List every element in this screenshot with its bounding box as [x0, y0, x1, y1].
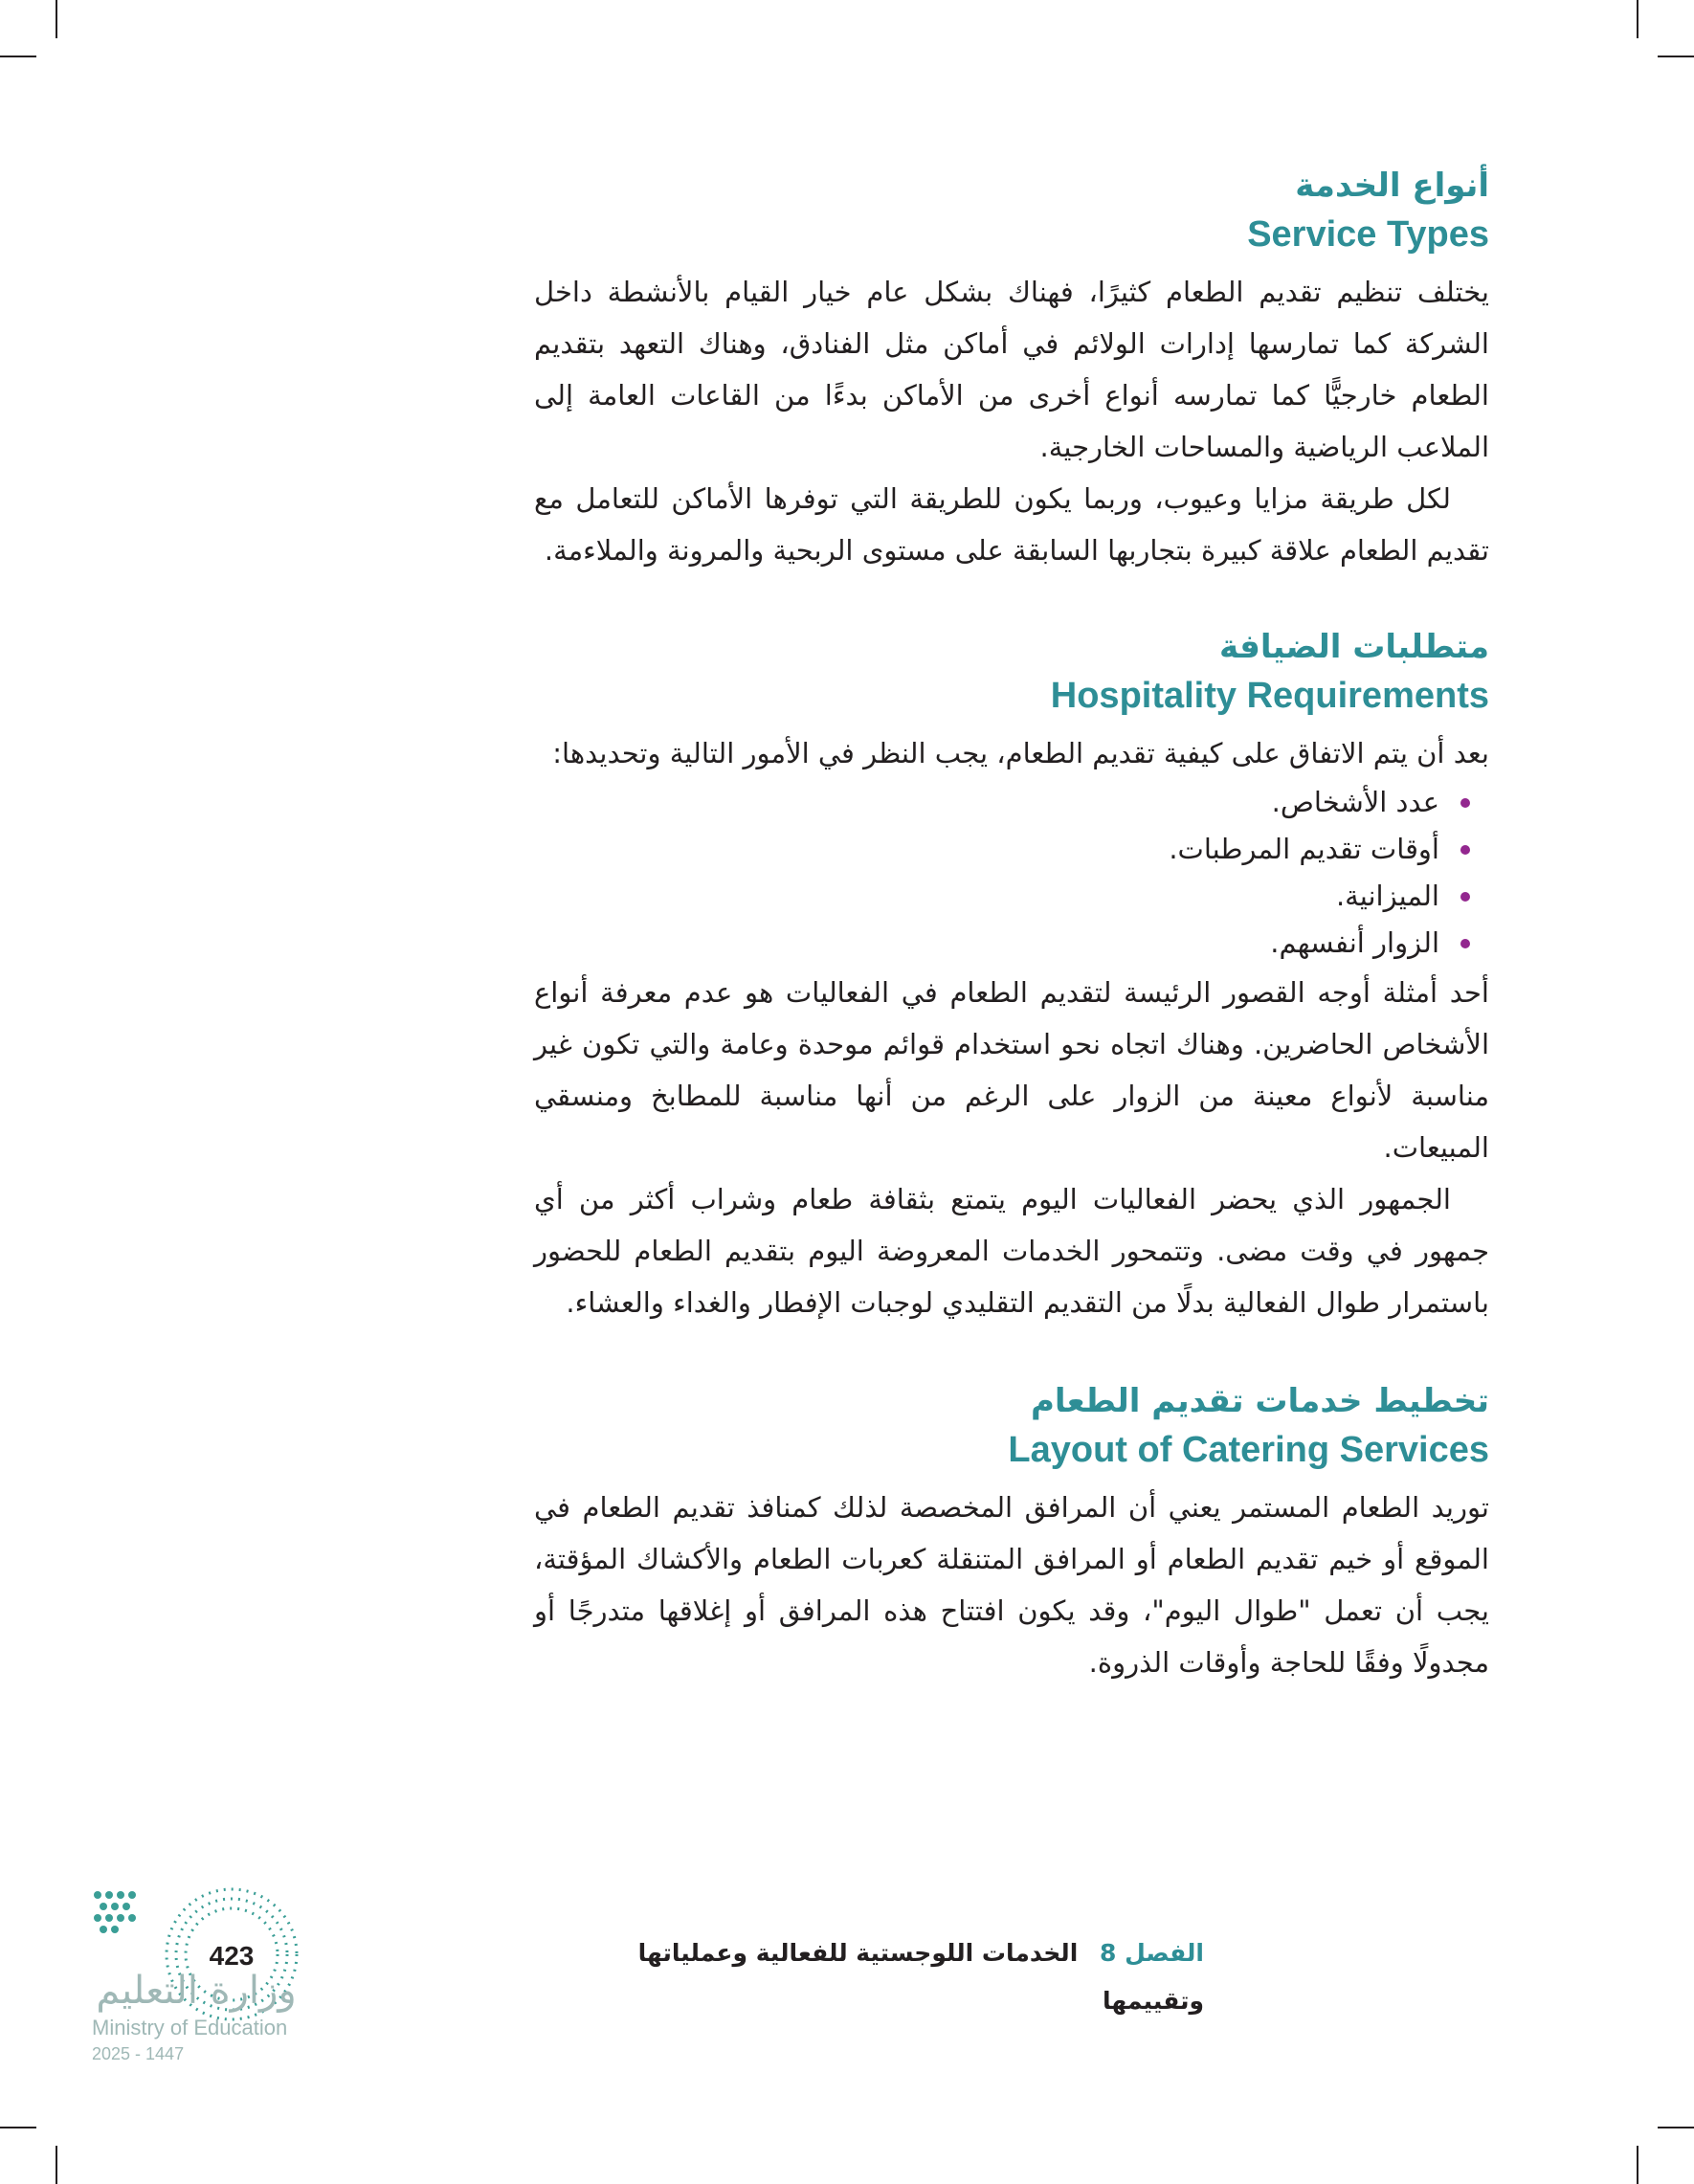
list-item: أوقات تقديم المرطبات. — [534, 826, 1470, 873]
paragraph: بعد أن يتم الاتفاق على كيفية تقديم الطعام، يجب النظر في الأمور التالية وتحديدها: — [552, 737, 1489, 769]
list-item: الزوار أنفسهم. — [534, 920, 1470, 967]
crop-mark — [1637, 2146, 1638, 2184]
page-number: 423 — [209, 1941, 255, 1971]
bullet-list — [534, 779, 1489, 967]
list-item: الميزانية. — [534, 873, 1470, 920]
crop-mark — [56, 2146, 57, 2184]
chapter-title: الخدمات اللوجستية للفعالية وعملياتها وتقييمها — [637, 1939, 1204, 2015]
paragraph: أحد أمثلة أوجه القصور الرئيسة لتقديم الطعام في الفعاليات هو عدم معرفة أنواع الأشخاص الحاضرين. وهناك اتجاه نحو استخدام قوائم موحدة وعامة والتي تكون غير مناسبة لأنواع معينة من الزوار على الرغم من أنها مناسبة للمطابخ ومنسقي المبيعات. — [534, 976, 1489, 1164]
section-title-ar: أنواع الخدمة — [1295, 167, 1489, 205]
bullet-icon — [1460, 845, 1470, 855]
crop-mark — [0, 2127, 36, 2128]
section-title-en: Service Types — [1247, 214, 1489, 255]
bullet-icon — [1460, 892, 1470, 902]
paragraph: لكل طريقة مزايا وعيوب، وربما يكون للطريقة التي توفرها الأماكن للتعامل مع تقديم الطعام علاقة كبيرة بتجاربها السابقة على مستوى الربحية والمرونة والملاءمة. — [534, 482, 1489, 567]
section-title-en: Layout of Catering Services — [1008, 1430, 1489, 1470]
paragraph: الجمهور الذي يحضر الفعاليات اليوم يتمتع بثقافة طعام وشراب أكثر من أي جمهور في وقت مضى. وتتمحور الخدمات المعروضة اليوم بتقديم الطعام للحضور باستمرار طوال الفعالية بدلًا من التقديم التقليدي لوجبات الإفطار والغداء والعشاء. — [534, 1183, 1489, 1319]
crop-mark — [1637, 0, 1638, 38]
crop-mark — [1658, 56, 1694, 57]
page-content — [534, 163, 1489, 1688]
bullet-icon — [1460, 798, 1470, 808]
page-footer — [534, 1929, 1204, 2015]
paragraph: يختلف تنظيم تقديم الطعام كثيرًا، فهناك بشكل عام خيار القيام بالأنشطة داخل الشركة كما تمارسها إدارات الولائم في أماكن مثل الفنادق، وهناك التعهد بتقديم الطعام خارجيًّا كما تمارسه أنواع أخرى من الأماكن بدءًا من القاعات العامة إلى الملاعب الرياضية والمساحات الخارجية. — [534, 276, 1489, 463]
chapter-label: الفصل 8 — [1099, 1939, 1204, 1967]
section-title-ar: تخطيط خدمات تقديم الطعام — [1030, 1382, 1489, 1420]
crop-mark — [1658, 2127, 1694, 2128]
ministry-year: 2025 - 1447 — [92, 2044, 185, 2063]
crop-mark — [0, 56, 36, 57]
ministry-name-ar: وزارة التعليم — [96, 1969, 297, 2013]
list-item: عدد الأشخاص. — [534, 779, 1470, 826]
section-title-ar: متطلبات الضيافة — [1218, 628, 1489, 666]
paragraph: توريد الطعام المستمر يعني أن المرافق المخصصة لذلك كمنافذ تقديم الطعام في الموقع أو خيم تقديم الطعام أو المرافق المتنقلة كعربات الطعام والأكشاك المؤقتة، يجب أن تعمل "طوال اليوم"، وقد يكون افتتاح هذه المرافق أو إغلاقها متدرجًا أو مجدولًا وفقًا للحاجة وأوقات الذروة. — [534, 1491, 1489, 1679]
ministry-name-en: Ministry of Education — [92, 2016, 288, 2039]
section-title-en: Hospitality Requirements — [1050, 676, 1489, 716]
crop-mark — [56, 0, 57, 38]
bullet-icon — [1460, 939, 1470, 948]
